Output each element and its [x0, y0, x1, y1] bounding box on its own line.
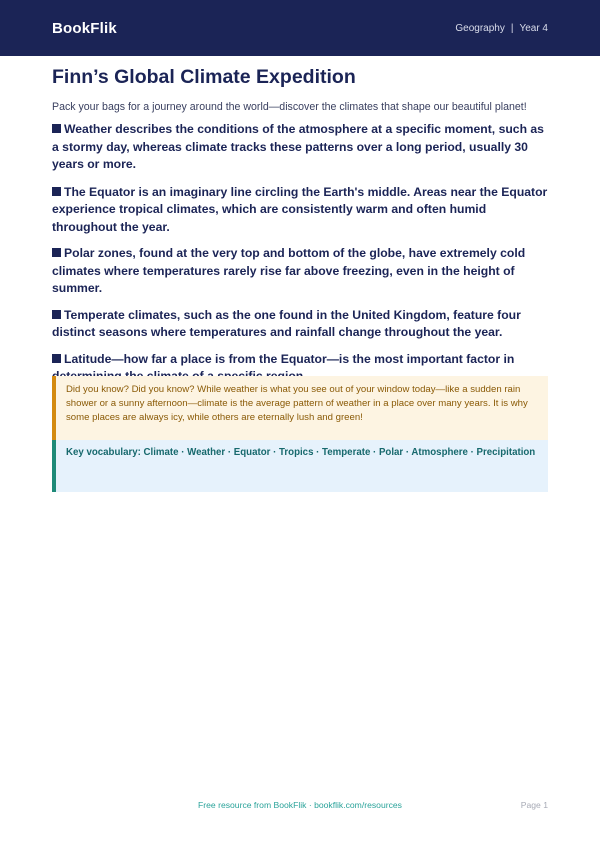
square-bullet-icon [52, 248, 61, 257]
list-item [52, 121, 552, 174]
header-meta [455, 23, 548, 34]
year-label: Year 4 [519, 22, 548, 34]
vocabulary-text: Key vocabulary: Climate · Weather · Equator · Tropics · Temperate · Polar · Atmosphere · Precipitation [66, 447, 536, 458]
fact-list [52, 121, 552, 395]
key-vocabulary-box [52, 440, 548, 492]
list-item-text: Latitude—how far a place is from the Equator—is the most important factor in [64, 351, 515, 366]
square-bullet-icon [52, 187, 61, 196]
list-item-text: Polar zones, found at the very top and bottom of the globe, have extremely cold climates where temperatures rarely rise far above freezing, even in the height of summer. [52, 246, 526, 295]
page-title: Finn’s Global Climate Expedition [52, 66, 356, 88]
callout-text: Did you know? Did you know? While weather is what you see out of your window today—like a sudden rain shower or a sunny afternoon—climate is the average pattern of weather in a place over many years. It is why some places are always icy, while others are eternally lush and green! [66, 384, 528, 423]
list-item [52, 245, 552, 298]
intro-text: Pack your bags for a journey around the world—discover the climates that shape our beautiful planet! [52, 101, 527, 113]
subject-label: Geography [455, 22, 505, 34]
list-item [52, 307, 552, 342]
brand-logo[interactable]: BookFlik [52, 19, 117, 37]
footer-resource-link[interactable]: Free resource from BookFlik · bookflik.com/resources [198, 800, 402, 810]
square-bullet-icon [52, 124, 61, 133]
list-item-text: Temperate climates, such as the one found in the United Kingdom, feature four distinct seasons where temperatures and rainfall change throughout the year. [52, 307, 521, 339]
list-item-text: The Equator is an imaginary line circling the Earth's middle. Areas near the Equator experience tropical climates, which are consistently warm and often humid throughout the year. [52, 184, 548, 234]
meta-separator: | [510, 22, 514, 34]
list-item-text: Weather describes the conditions of the atmosphere at a specific moment, such as a stormy day, whereas climate tracks these patterns over a long period, usually 30 years or more. [52, 122, 544, 171]
square-bullet-icon [52, 354, 61, 363]
did-you-know-callout [52, 376, 548, 440]
page-number: Page 1 [520, 800, 548, 810]
list-item [52, 184, 552, 237]
square-bullet-icon [52, 310, 61, 319]
page-header [0, 0, 600, 56]
page-footer [0, 800, 600, 816]
